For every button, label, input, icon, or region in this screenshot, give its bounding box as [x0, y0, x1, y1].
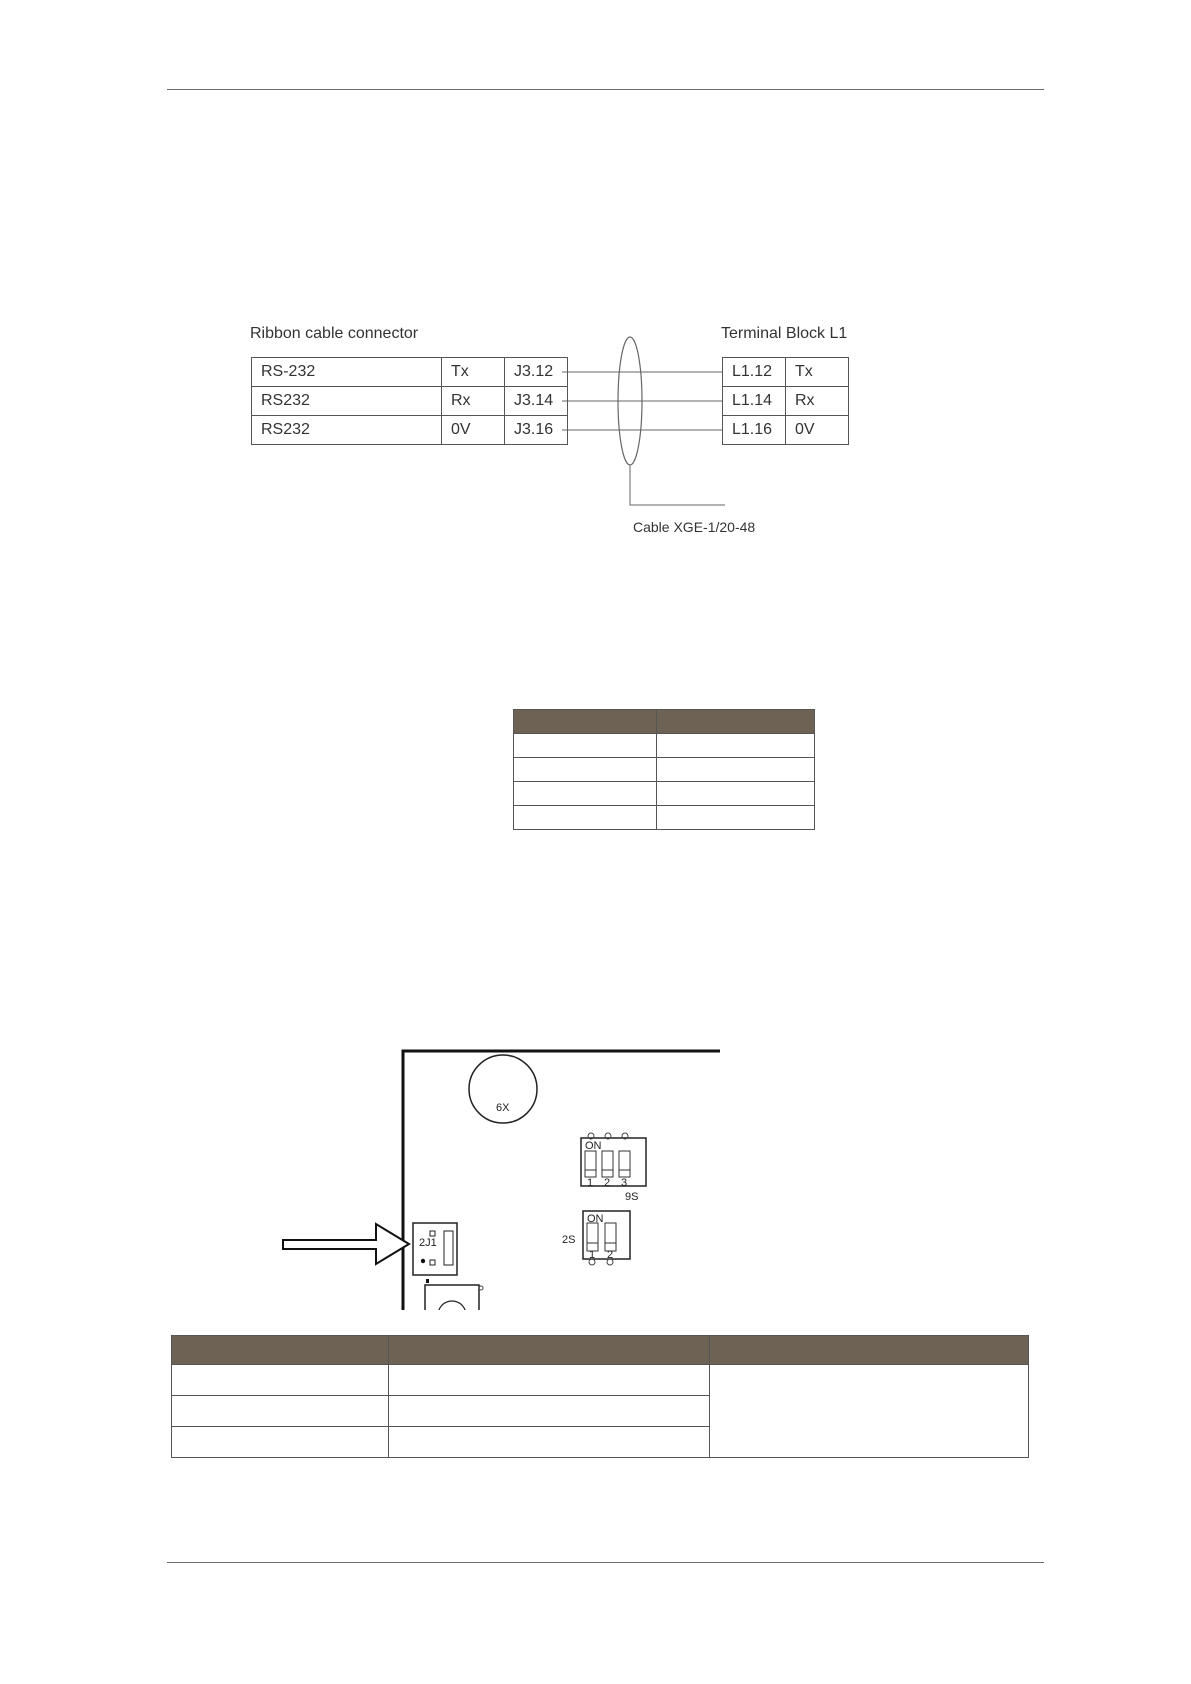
signal-cell: RS232 [252, 416, 442, 445]
table-row [723, 358, 849, 387]
table-cell [514, 806, 657, 830]
header-cell [657, 710, 815, 734]
connector-label: 2J1 [419, 1237, 437, 1249]
table-cell [514, 734, 657, 758]
header-rule [167, 89, 1044, 90]
table-row [514, 782, 815, 806]
direction-cell: Rx [786, 387, 849, 416]
table-row [514, 758, 815, 782]
table-row [252, 416, 568, 445]
header-cell [514, 710, 657, 734]
s6-dip-switch [581, 1133, 646, 1203]
table-row [172, 1365, 1029, 1396]
table-row [514, 806, 815, 830]
s6-label: 9S [625, 1191, 639, 1203]
header-cell [710, 1336, 1029, 1365]
table-cell [657, 782, 815, 806]
svg-text:2: 2 [607, 1249, 614, 1261]
pin-cell: J3.12 [505, 358, 568, 387]
pcb-drawing [280, 1045, 730, 1310]
table-cell [514, 758, 657, 782]
terminal-block-table [722, 357, 849, 445]
table-row [252, 358, 568, 387]
svg-text:1: 1 [587, 1177, 594, 1189]
svg-text:2: 2 [604, 1177, 611, 1189]
j21-connector [413, 1223, 457, 1275]
s7-dip-switch [562, 1211, 630, 1265]
table-row [723, 416, 849, 445]
table-cell [389, 1396, 710, 1427]
table-cell [657, 806, 815, 830]
pin-cell: L1.12 [723, 358, 786, 387]
table-cell [172, 1365, 389, 1396]
signal-cell: RS-232 [252, 358, 442, 387]
s7-label: 2S [562, 1234, 576, 1246]
ribbon-connector-table [251, 357, 568, 445]
ribbon-heading: Ribbon cable connector [250, 325, 419, 342]
x9-label: 6X [496, 1102, 510, 1114]
direction-cell: 0V [786, 416, 849, 445]
table-cell [514, 782, 657, 806]
table-cell [657, 734, 815, 758]
header-cell [389, 1336, 710, 1365]
board-edge [403, 1051, 720, 1310]
pin-cell: J3.14 [505, 387, 568, 416]
svg-text:ON: ON [585, 1140, 602, 1152]
header-cell [172, 1336, 389, 1365]
pin-cell: J3.16 [505, 416, 568, 445]
small-settings-table [513, 709, 815, 830]
direction-cell: Tx [786, 358, 849, 387]
pcb-svg [280, 1045, 730, 1310]
table-header-row [514, 710, 815, 734]
svg-text:ON: ON [587, 1213, 604, 1225]
signal-cell: RS232 [252, 387, 442, 416]
wiring-diagram [245, 325, 875, 545]
table-row [723, 387, 849, 416]
table-row [252, 387, 568, 416]
pin-cell: L1.14 [723, 387, 786, 416]
table-cell [389, 1365, 710, 1396]
pointer-arrow [283, 1224, 409, 1264]
table-cell [389, 1427, 710, 1458]
svg-text:1: 1 [589, 1249, 596, 1261]
table-header-row [172, 1336, 1029, 1365]
table-cell [172, 1396, 389, 1427]
merged-cell [710, 1365, 1029, 1458]
direction-cell: Tx [442, 358, 505, 387]
terminal-heading: Terminal Block L1 [721, 325, 848, 342]
cable-label: Cable XGE-1/20-48 [633, 519, 756, 535]
table-row [514, 734, 815, 758]
bottom-settings-table [171, 1335, 1029, 1458]
table-cell [657, 758, 815, 782]
direction-cell: Rx [442, 387, 505, 416]
svg-text:3: 3 [621, 1177, 628, 1189]
table-cell [172, 1427, 389, 1458]
footer-rule [167, 1562, 1044, 1563]
direction-cell: 0V [442, 416, 505, 445]
pin-cell: L1.16 [723, 416, 786, 445]
